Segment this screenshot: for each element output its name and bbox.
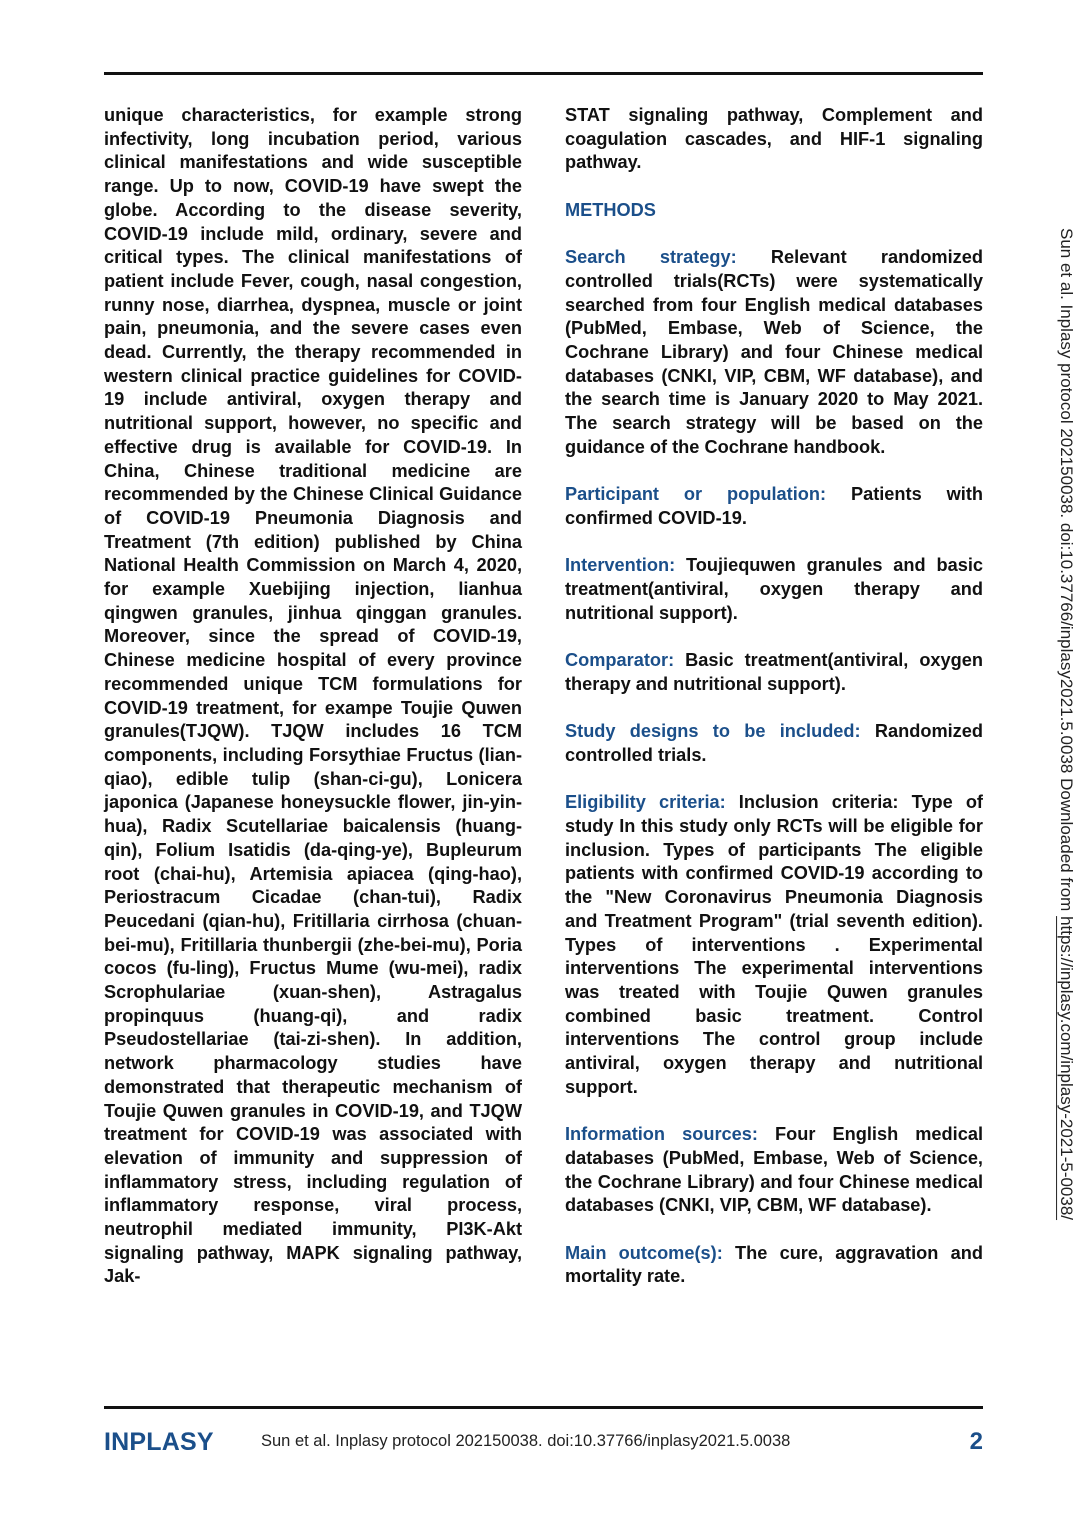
item-text: Randomized controlled trials. — [565, 721, 983, 765]
footer-citation: Sun et al. Inplasy protocol 202150038. doi:10.37766/inplasy2021.5.0038 — [261, 1432, 791, 1450]
footer-rule — [104, 1406, 983, 1409]
item-label: Search strategy: — [565, 247, 737, 268]
item-text: Four English medical databases (PubMed, Embase, Web of Science, the Cochrane Library) and four Chinese medical databases (CNKI, VIP, CBM, WF database). — [565, 1124, 983, 1216]
methods-item-participant — [565, 483, 983, 530]
left-column — [104, 104, 522, 1289]
methods-item-intervention — [565, 554, 983, 625]
item-label: Comparator: — [565, 650, 675, 671]
item-text: Inclusion criteria: Type of study In this study only RCTs will be eligible for inclusion. Types of participants The eligible patients with confirmed COVID-19 according to the "New Coronavirus Pneumonia Diagnosis and Treatment Program" (trial seventh edition). Types of interventions . Experimental interventions The experimental interventions was treated with Toujie Quwen granules combined basic treatment. Control interventions The control group include antiviral, oxygen therapy and nutritional support. — [565, 792, 983, 1097]
header-rule — [104, 72, 983, 75]
brand-logo: INPLASY — [104, 1428, 214, 1456]
item-text: Toujiequwen granules and basic treatment(antiviral, oxygen therapy and nutritional support). — [565, 555, 983, 623]
body-paragraph: unique characteristics, for example strong infectivity, long incubation period, various clinical manifestations and wide susceptible range. Up to now, COVID-19 have swept the globe. According to the disease severity, COVID-19 include mild, ordinary, severe and critical types. The clinical manifestations of patient include Fever, cough, nasal congestion, runny nose, diarrhea, dyspnea, muscle or joint pain, pneumonia, and the severe cases even dead. Currently, the therapy recommended in western clinical practice guidelines for COVID-19 include antiviral, oxygen therapy and nutritional support, however, no specific and effective drug is available for COVID-19. In China, Chinese traditional medicine are recommended by the Chinese Clinical Guidance of COVID-19 Pneumonia Diagnosis and Treatment (7th edition) published by China National Health Commission on March 4, 2020, for example Xuebijing injection, lianhua qingwen granules, jinhua qinggan granules. Moreover, since the spread of COVID-19, Chinese medicine hospital of every province recommended unique TCM formulations for COVID-19 treatment, for exampe Toujie Quwen granules(TJQW). TJQW includes 16 TCM components, including Forsythiae Fructus (lian-qiao), edible tulip (shan-ci-gu), Lonicera japonica (Japanese honeysuckle flower, jin-yin-hua), Radix Scutellariae baicalensis (huang-qin), Folium Isatidis (da-qing-ye), Bupleurum root (chai-hu), Artemisia apiacea (qing-hao), Periostracum Cicadae (chan-tui), Radix Peucedani (qian-hu), Fritillaria cirrhosa (chuan-bei-mu), Fritillaria thunbergii (zhe-bei-mu), Poria cocos (fu-ling), Fructus Mume (wu-mei), radix Scrophulariae (xuan-shen), Astragalus propinquus (huang-qi), and radix Pseudostellariae (tai-zi-shen). In addition, network pharmacology studies have demonstrated that therapeutic mechanism of Toujie Quwen granules in COVID-19, and TJQW treatment for COVID-19 was associated with elevation of immunity and suppression of inflammatory stress, including regulation of inflammatory response, viral process, neutrophil mediated immunity, PI3K-Akt signaling pathway, MAPK signaling pathway, Jak- — [104, 105, 522, 1287]
item-text: Relevant randomized controlled trials(RCTs) were systematically searched from four English medical databases (PubMed, Embase, Web of Science, the Cochrane Library) and four Chinese medical databases (CNKI, VIP, CBM, WF database), and the search time is January 2020 to May 2021. The search strategy will be based on the guidance of the Cochrane handbook. — [565, 247, 983, 457]
page-number: 2 — [969, 1428, 983, 1455]
item-label: Intervention: — [565, 555, 676, 576]
page-footer — [104, 1426, 983, 1462]
methods-item-eligibility — [565, 791, 983, 1099]
section-heading-methods: METHODS — [565, 199, 656, 220]
right-column — [565, 104, 983, 1313]
item-label: Eligibility criteria: — [565, 792, 726, 813]
side-note-text: Sun et al. Inplasy protocol 202150038. doi:10.37766/inplasy2021.5.0038 Downloaded from — [1057, 228, 1076, 917]
item-label: Study designs to be included: — [565, 721, 861, 742]
item-text: Patients with confirmed COVID-19. — [565, 484, 983, 528]
item-text: Basic treatment(antiviral, oxygen therapy and nutritional support). — [565, 650, 983, 694]
download-link[interactable]: https://inplasy.com/inplasy-2021-5-0038/ — [1057, 916, 1076, 1221]
item-label: Information sources: — [565, 1124, 758, 1145]
item-label: Participant or population: — [565, 484, 827, 505]
methods-item-study-designs — [565, 720, 983, 767]
methods-item-comparator — [565, 649, 983, 696]
methods-item-main-outcomes — [565, 1242, 983, 1289]
continuation-paragraph: STAT signaling pathway, Complement and coagulation cascades, and HIF-1 signaling pathway. — [565, 105, 983, 173]
item-text: The cure, aggravation and mortality rate. — [565, 1242, 983, 1287]
methods-item-information-sources — [565, 1123, 983, 1218]
item-label: Main outcome(s): — [565, 1242, 723, 1263]
methods-item-search-strategy — [565, 246, 983, 459]
side-download-note — [1054, 228, 1078, 1308]
